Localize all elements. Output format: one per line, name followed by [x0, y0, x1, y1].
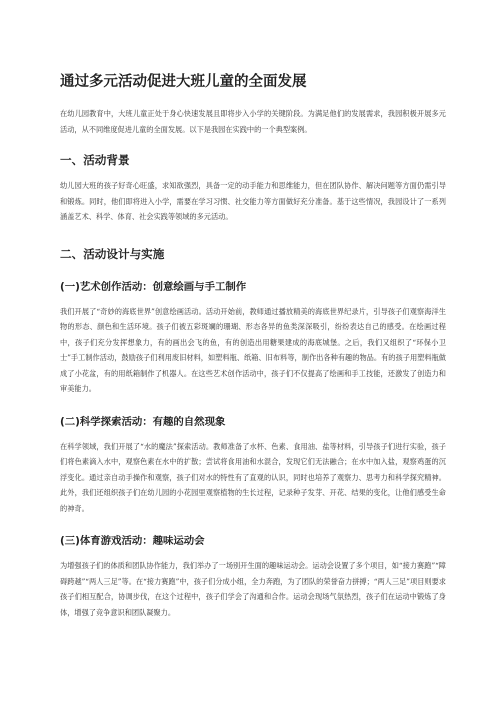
science-paragraph: 在科学领域，我们开展了“水的魔法”探索活动。教师准备了水杯、色素、食用油、盐等材料，引导孩子们进行实验，孩子们将色素滴入水中，观察色素在水中的扩散；尝试将食用油和水混合，发现它们无法融合；在水中加入盐，观察鸡蛋的沉浮变化。通过亲自动手操作和观察，孩子们对水的特性有了直观的认识，同时也培养了观察力、思考力和科学探究精神。此外，我们还组织孩子们在幼儿园的小花园里观察植物的生长过程，记录种子发芽、开花、结果的变化，让他们感受生命的神奇。	[60, 441, 446, 513]
section-heading-background: 一、活动背景	[60, 153, 130, 167]
subsection-heading-sports: (三)体育游戏活动：趣味运动会	[60, 535, 205, 547]
subsection-heading-science: (二)科学探索活动：有趣的自然现象	[60, 415, 226, 428]
sports-paragraph: 为增强孩子们的体质和团队协作能力，我们举办了一场别开生面的趣味运动会。运动会设置了多个项目，如“接力赛跑”“障碍跨越”“两人三足”等。在“接力赛跑”中，孩子们分成小组，全力奔跑，为了团队的荣誉奋力拼搏；“两人三足”项目则要求孩子们相互配合，协调步伐，在这个过程中，孩子们学会了沟通和合作。运动会现场气氛热烈，孩子们在运动中锻炼了身体，增强了竞争意识和团队凝聚力。	[60, 561, 446, 617]
section-heading-design: 二、活动设计与实施	[60, 246, 165, 261]
page-title: 通过多元活动促进大班儿童的全面发展	[60, 74, 307, 90]
art-paragraph: 我们开展了“奇妙的海底世界”创意绘画活动。活动开始前，教师通过播放精美的海底世界纪录片，引导孩子们观察海洋生物的形态、颜色和生活环境。孩子们被五彩斑斓的珊瑚、形态各异的鱼类深深吸引，纷纷表达自己的感受。在绘画过程中，孩子们充分发挥想象力，有的画出会飞的鱼，有的创造出用糖果建成的海底城堡。之后，我们又组织了“环保小卫士”手工制作活动，鼓励孩子们利用废旧材料，如塑料瓶、纸箱、旧布料等，制作出各种有趣的物品。有的孩子用塑料瓶做成了小花盆，有的用纸箱制作了机器人。在这些艺术创作活动中，孩子们不仅提高了绘画和手工技能，还激发了创造力和审美能力。	[60, 306, 446, 393]
background-paragraph: 幼儿园大班的孩子好奇心旺盛，求知欲强烈，具备一定的动手能力和思维能力，但在团队协作、解决问题等方面仍需引导和锻炼。同时，他们即将进入小学，需要在学习习惯、社交能力等方面做好充分准备。基于这些情况，我园设计了一系列涵盖艺术、科学、体育、社会实践等领域的多元活动。	[60, 181, 446, 221]
subsection-heading-art: (一)艺术创作活动：创意绘画与手工制作	[60, 280, 247, 293]
intro-paragraph: 在幼儿园教育中，大班儿童正处于身心快速发展且即将步入小学的关键阶段。为满足他们的发展需求，我园积极开展多元活动，从不同维度促进儿童的全面发展。以下是我园在实践中的一个典型案例。	[60, 109, 446, 134]
document-content	[60, 72, 446, 628]
